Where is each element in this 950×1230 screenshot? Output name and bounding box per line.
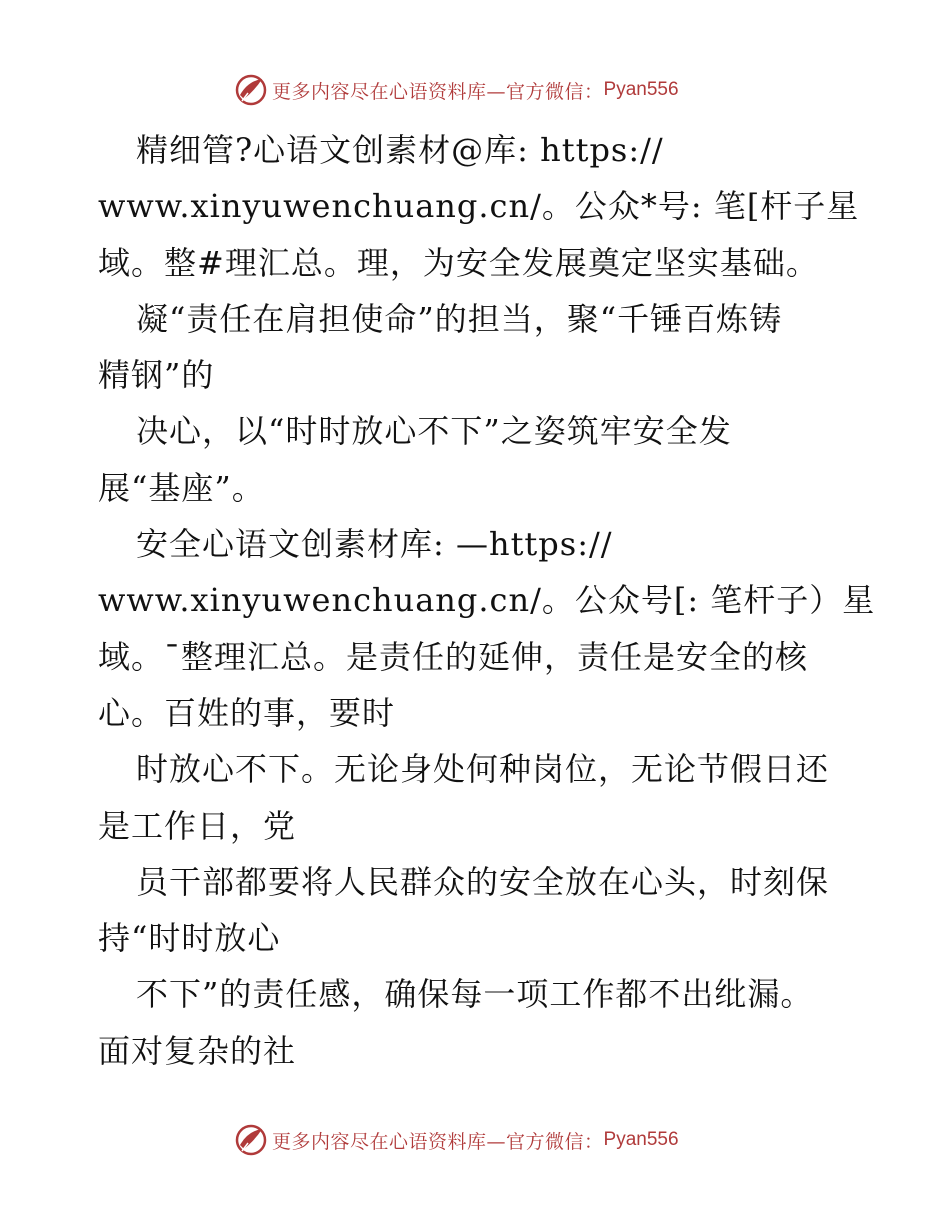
text-line: 不下”的责任感，确保每一项工作都不出纰漏。 — [136, 975, 814, 1014]
text-line: 心。百姓的事，要时 — [98, 693, 396, 732]
text-line: 面对复杂的社 — [98, 1031, 297, 1070]
header-banner — [234, 72, 679, 108]
text-line: 持“时时放心 — [98, 919, 281, 958]
text-line: 安全心语文创素材库: —https:// — [136, 525, 613, 564]
text-line: 时放心不下。无论身处何种岗位，无论节假日还 — [136, 750, 830, 789]
pen-logo-icon — [234, 1123, 268, 1157]
header-banner-text: 更多内容尽在心语资料库—官方微信： — [272, 80, 604, 103]
text-line: www.xinyuwenchuang.cn/。公众*号: 笔[杆子星 — [98, 187, 860, 226]
text-line: www.xinyuwenchuang.cn/。公众号[: 笔杆子）星 — [98, 581, 876, 620]
text-line: 展“基座”。 — [98, 468, 265, 507]
text-line: 精钢”的 — [98, 356, 215, 395]
footer-banner — [234, 1122, 679, 1158]
text-line: 决心，以“时时放心不下”之姿筑牢安全发 — [136, 412, 732, 451]
text-line: 员干部都要将人民群众的安全放在心头，时刻保 — [136, 862, 830, 901]
text-line: 域。¯整理汇总。是责任的延伸，责任是安全的核 — [98, 637, 809, 676]
footer-banner-text: 更多内容尽在心语资料库—官方微信： — [272, 1130, 604, 1153]
text-line: 精细管?心语文创素材@库: https:// — [136, 131, 664, 169]
text-line: 是工作日，党 — [98, 806, 297, 845]
body-text — [98, 122, 876, 1079]
footer-banner-wechat-id: Pyan556 — [603, 1129, 679, 1150]
text-line: 域。整#理汇总。理，为安全发展奠定坚实基础。 — [98, 243, 819, 282]
pen-logo-icon — [234, 73, 268, 107]
header-banner-wechat-id: Pyan556 — [603, 79, 679, 100]
text-line: 凝“责任在肩担使命”的担当，聚“千锤百炼铸 — [136, 299, 783, 338]
